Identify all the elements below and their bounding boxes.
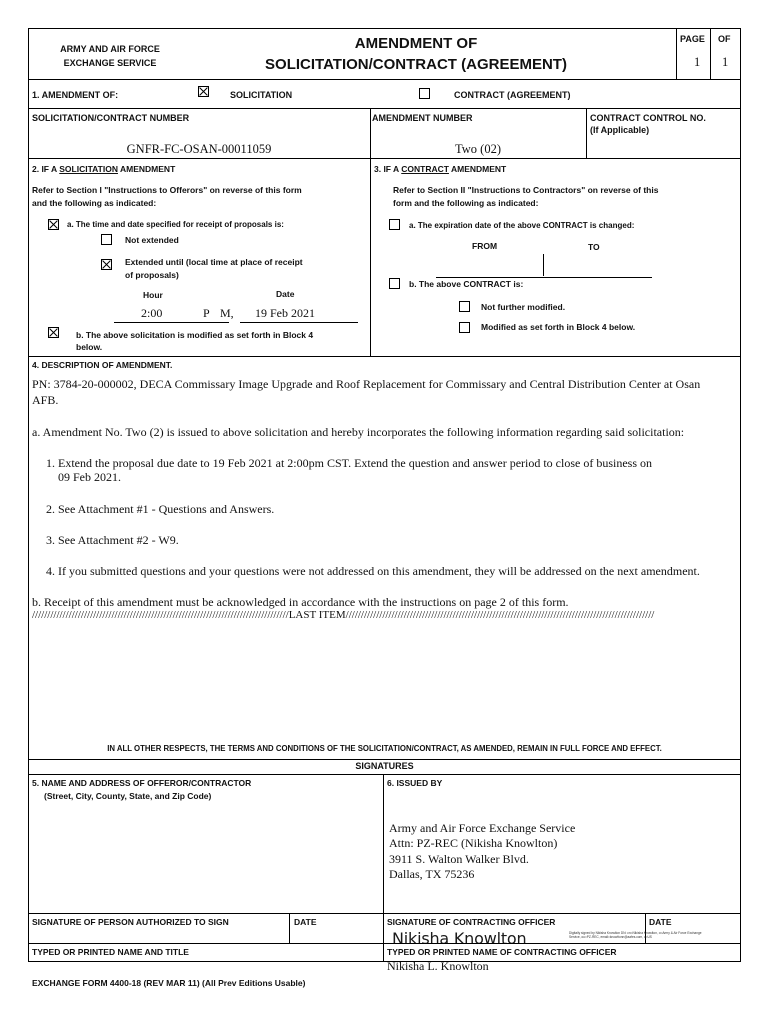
contract-control-no-sublabel: (If Applicable) xyxy=(590,125,650,135)
contract-checkbox[interactable] xyxy=(419,88,430,99)
rule xyxy=(28,759,741,760)
frame-left xyxy=(28,28,29,962)
solicitation-option-label: SOLICITATION xyxy=(230,90,293,100)
item-1-line2: 09 Feb 2021. xyxy=(58,470,121,484)
amendment-form xyxy=(28,28,741,988)
block-3a-label: a. The expiration date of the above CONTRACT is changed: xyxy=(409,221,635,230)
extended-until-label-line1: Extended until (local time at place of receipt xyxy=(125,257,303,267)
rule xyxy=(28,943,741,944)
block-6-label: 6. ISSUED BY xyxy=(387,778,443,788)
checkmark-x-icon xyxy=(49,220,58,229)
modified-block4-checkbox[interactable] xyxy=(459,322,470,333)
not-further-modified-label: Not further modified. xyxy=(481,302,566,312)
rule xyxy=(543,254,544,276)
extended-date-value: 19 Feb 2021 xyxy=(255,306,315,320)
of-label: OF xyxy=(718,34,731,44)
offeror-address-field[interactable] xyxy=(30,806,380,912)
rule xyxy=(28,913,741,914)
all-other-respects-notice: IN ALL OTHER RESPECTS, THE TERMS AND CONDITIONS OF THE SOLICITATION/CONTRACT, AS AMENDED, REMAIN IN FULL FORCE AND EFFECT. xyxy=(107,744,662,753)
frame-right xyxy=(740,28,741,962)
contract-control-no-label: CONTRACT CONTROL NO. xyxy=(590,113,706,123)
not-further-modified-checkbox[interactable] xyxy=(459,301,470,312)
page-number: 1 xyxy=(694,55,701,69)
extended-until-label-line2: of proposals) xyxy=(125,270,179,280)
solicitation-number-label: SOLICITATION/CONTRACT NUMBER xyxy=(32,113,190,123)
block-3-instructions-line2: form and the following as indicated: xyxy=(393,198,539,208)
form-title-line2: SOLICITATION/CONTRACT (AGREEMENT) xyxy=(265,56,567,73)
block-5-sublabel: (Street, City, County, State, and Zip Code) xyxy=(44,791,212,801)
not-extended-checkbox[interactable] xyxy=(101,234,112,245)
block-2a-checkbox[interactable] xyxy=(48,219,59,230)
extended-hour-value: 2:00 xyxy=(141,306,163,320)
block-2b-label-line1: b. The above solicitation is modified as set forth in Block 4 xyxy=(76,330,314,340)
from-label: FROM xyxy=(472,241,498,251)
pm-p: P xyxy=(203,306,210,320)
form-number: EXCHANGE FORM 4400-18 (REV MAR 11) (All Prev Editions Usable) xyxy=(32,978,306,988)
page-box-divider xyxy=(676,28,677,79)
block-5-label: 5. NAME AND ADDRESS OF OFFEROR/CONTRACTOR xyxy=(32,778,252,788)
signature-authorized-label: SIGNATURE OF PERSON AUTHORIZED TO SIGN xyxy=(32,917,229,927)
rule xyxy=(586,108,587,158)
item-3: 3. See Attachment #2 - W9. xyxy=(46,533,179,547)
pm-m: M, xyxy=(220,306,234,320)
item-1-line1: 1. Extend the proposal due date to 19 Feb 2021 at 2:00pm CST. Extend the question and answer period to close of business on xyxy=(46,456,653,470)
modified-block4-label: Modified as set forth in Block 4 below. xyxy=(481,322,636,332)
digital-signature-details: Digitally signed by Nikisha Knowlton DN: cn=Nikisha Knowlton, o=Army & Air Force Exchange Service, ou=PZ-REC, email=knowltonn@aafes.com, c=US xyxy=(569,931,702,939)
rule xyxy=(28,356,741,357)
block-2-label-suffix: AMENDMENT xyxy=(117,164,176,174)
page-total: 1 xyxy=(722,55,729,69)
block-3b-checkbox[interactable] xyxy=(389,278,400,289)
rule xyxy=(28,774,741,775)
block-2-label-prefix: 2. IF A xyxy=(32,164,60,174)
paragraph-b: b. Receipt of this amendment must be acknowledged in accordance with the instructions on page 2 of this form. xyxy=(32,595,569,609)
checkmark-x-icon xyxy=(102,260,111,269)
item-2: 2. See Attachment #1 - Questions and Answers. xyxy=(46,502,275,516)
form-title-line1: AMENDMENT OF xyxy=(354,35,478,52)
officer-name: Nikisha L. Knowlton xyxy=(387,959,489,973)
rule xyxy=(383,774,384,962)
project-number-line2: AFB. xyxy=(32,393,59,407)
amendment-of-label: 1. AMENDMENT OF: xyxy=(32,90,119,100)
block-2b-label-line2: below. xyxy=(76,342,103,352)
frame-bottom xyxy=(28,961,741,962)
rule xyxy=(240,322,358,323)
block-3-label-prefix: 3. IF A xyxy=(374,164,402,174)
page-box-divider xyxy=(710,28,711,79)
block-3b-label: b. The above CONTRACT is: xyxy=(409,279,524,289)
block-3-label-suffix: AMENDMENT xyxy=(448,164,507,174)
issuer-line3: 3911 S. Walton Walker Blvd. xyxy=(389,852,529,866)
issuer-line4: Dallas, TX 75236 xyxy=(389,867,475,881)
block-3-instructions-line1: Refer to Section II "Instructions to Contractors" on reverse of this xyxy=(393,185,659,195)
signature-officer-label: SIGNATURE OF CONTRACTING OFFICER xyxy=(387,917,556,927)
agency-name-line2: EXCHANGE SERVICE xyxy=(63,58,157,68)
agency-name-line1: ARMY AND AIR FORCE xyxy=(60,44,160,54)
block-2-instructions-line1: Refer to Section I "Instructions to Offerors" on reverse of this form xyxy=(32,185,302,195)
block-2-label-underlined: SOLICITATION xyxy=(59,164,118,174)
digital-signature-name[interactable]: Nikisha Knowlton xyxy=(392,929,527,948)
not-extended-label: Not extended xyxy=(125,235,179,245)
solicitation-checkbox[interactable] xyxy=(198,86,209,97)
date-left-label: DATE xyxy=(294,917,317,927)
date-label: Date xyxy=(276,289,295,299)
rule xyxy=(28,79,741,80)
contract-option-label: CONTRACT (AGREEMENT) xyxy=(454,90,571,100)
rule xyxy=(28,108,741,109)
signatures-header: SIGNATURES xyxy=(355,761,414,771)
paragraph-a: a. Amendment No. Two (2) is issued to above solicitation and hereby incorporates the following information regarding said solicitation: xyxy=(32,425,685,439)
rule xyxy=(436,277,652,278)
rule xyxy=(28,158,741,159)
project-number-line1: PN: 3784-20-000002, DECA Commissary Image Upgrade and Roof Replacement for Commissary and Central Distribution Center at Osan xyxy=(32,377,701,391)
hour-label: Hour xyxy=(143,290,163,300)
block-2a-label: a. The time and date specified for receipt of proposals is: xyxy=(67,220,284,229)
rule xyxy=(289,913,290,943)
block-3-label xyxy=(374,164,506,174)
block-2-label xyxy=(32,164,175,174)
frame-top xyxy=(28,28,741,29)
item-4: 4. If you submitted questions and your questions were not addressed on this amendment, they will be addressed on the next amendment. xyxy=(46,564,700,578)
issuer-line2: Attn: PZ-REC (Nikisha Knowlton) xyxy=(389,836,558,850)
rule xyxy=(114,322,229,323)
last-item-marker: ////////////////////////////////////////////////////////////////////////////////////LAST ITEM///////////////////////////////////////////////////////////////////////////////////////////////////// xyxy=(32,609,655,621)
to-label: TO xyxy=(588,242,600,252)
block-2-instructions-line2: and the following as indicated: xyxy=(32,198,157,208)
typed-name-label: TYPED OR PRINTED NAME AND TITLE xyxy=(32,947,189,957)
block-3-label-underlined: CONTRACT xyxy=(401,164,449,174)
extended-until-checkbox[interactable] xyxy=(101,259,112,270)
amendment-number: Two (02) xyxy=(455,142,501,156)
block-3a-checkbox[interactable] xyxy=(389,219,400,230)
page-label: PAGE xyxy=(680,34,705,44)
amendment-number-label: AMENDMENT NUMBER xyxy=(372,113,473,123)
date-right-label: DATE xyxy=(649,917,672,927)
typed-officer-label: TYPED OR PRINTED NAME OF CONTRACTING OFFICER xyxy=(387,947,617,957)
block-2b-checkbox[interactable] xyxy=(48,327,59,338)
block-4-label: 4. DESCRIPTION OF AMENDMENT. xyxy=(32,360,173,370)
checkmark-x-icon xyxy=(199,87,208,96)
checkmark-x-icon xyxy=(49,328,58,337)
issuer-line1: Army and Air Force Exchange Service xyxy=(389,821,576,835)
solicitation-number: GNFR-FC-OSAN-00011059 xyxy=(126,142,272,156)
